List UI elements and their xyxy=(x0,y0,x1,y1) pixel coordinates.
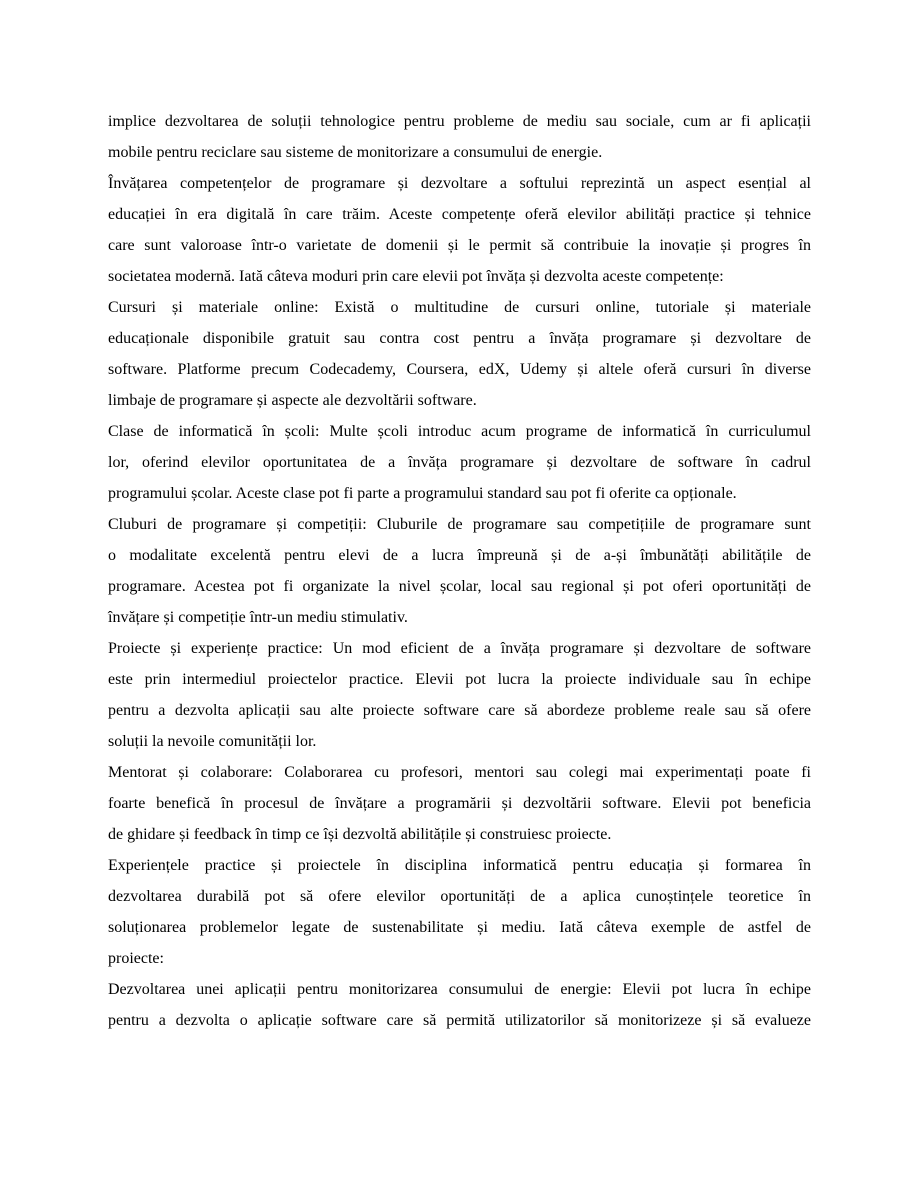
text-line: Cluburi de programare și competiții: Cluburile de programare sau competițiile de programare sunt xyxy=(108,516,811,533)
text-line: mobile pentru reciclare sau sisteme de monitorizare a consumului de energie. xyxy=(108,144,603,161)
text-line: Proiecte și experiențe practice: Un mod eficient de a învăța programare și dezvoltare de software xyxy=(108,640,811,657)
text-line: limbaje de programare și aspecte ale dezvoltării software. xyxy=(108,392,477,409)
paragraph xyxy=(108,509,811,633)
text-line: este prin intermediul proiectelor practice. Elevii pot lucra la proiecte individuale sau în echipe xyxy=(108,671,811,688)
text-line: de ghidare și feedback în timp ce își dezvoltă abilitățile și construiesc proiecte. xyxy=(108,826,612,843)
paragraph xyxy=(108,757,811,850)
text-line: Mentorat și colaborare: Colaborarea cu profesori, mentori sau colegi mai experimentați poate fi xyxy=(108,764,811,781)
text-line: o modalitate excelentă pentru elevi de a lucra împreună și de a-și îmbunătăți abilitățile de xyxy=(108,547,811,564)
paragraph xyxy=(108,974,811,1036)
text-line: dezvoltarea durabilă pot să ofere elevilor oportunități de a aplica cunoștințele teoretice în xyxy=(108,888,811,905)
text-line: societatea modernă. Iată câteva moduri prin care elevii pot învăța și dezvolta aceste competențe: xyxy=(108,268,724,285)
paragraph xyxy=(108,416,811,509)
text-line: pentru a dezvolta aplicații sau alte proiecte software care să abordeze probleme reale sau să ofere xyxy=(108,702,811,719)
document-page xyxy=(108,106,811,1036)
text-line: proiecte: xyxy=(108,950,164,967)
text-line: implice dezvoltarea de soluții tehnologice pentru probleme de mediu sau sociale, cum ar fi aplicații xyxy=(108,113,811,130)
text-line: educaționale disponibile gratuit sau contra cost pentru a învăța programare și dezvoltare de xyxy=(108,330,811,347)
paragraph xyxy=(108,106,811,168)
text-line: care sunt valoroase într-o varietate de domenii și le permit să contribuie la inovație și progres în xyxy=(108,237,811,254)
text-line: Învățarea competențelor de programare și dezvoltare a softului reprezintă un aspect esențial al xyxy=(108,175,811,192)
paragraph xyxy=(108,633,811,757)
text-line: Experiențele practice și proiectele în disciplina informatică pentru educația și formarea în xyxy=(108,857,811,874)
paragraph xyxy=(108,168,811,292)
text-line: Clase de informatică în școli: Multe școli introduc acum programe de informatică în curriculumul xyxy=(108,423,811,440)
text-line: învățare și competiție într-un mediu stimulativ. xyxy=(108,609,408,626)
text-line: Cursuri și materiale online: Există o multitudine de cursuri online, tutoriale și materiale xyxy=(108,299,811,316)
text-line: pentru a dezvolta o aplicație software care să permită utilizatorilor să monitorizeze și să evalueze xyxy=(108,1012,811,1029)
text-line: soluționarea problemelor legate de sustenabilitate și mediu. Iată câteva exemple de astfel de xyxy=(108,919,811,936)
text-line: foarte benefică în procesul de învățare a programării și dezvoltării software. Elevii pot beneficia xyxy=(108,795,811,812)
paragraph xyxy=(108,292,811,416)
text-line: Dezvoltarea unei aplicații pentru monitorizarea consumului de energie: Elevii pot lucra în echipe xyxy=(108,981,811,998)
text-line: programare. Acestea pot fi organizate la nivel școlar, local sau regional și pot oferi oportunități de xyxy=(108,578,811,595)
text-line: lor, oferind elevilor oportunitatea de a învăța programare și dezvoltare de software în cadrul xyxy=(108,454,811,471)
text-line: software. Platforme precum Codecademy, Coursera, edX, Udemy și altele oferă cursuri în diverse xyxy=(108,361,811,378)
text-line: soluții la nevoile comunității lor. xyxy=(108,733,317,750)
paragraph xyxy=(108,850,811,974)
text-line: educației în era digitală în care trăim. Aceste competențe oferă elevilor abilități practice și tehnice xyxy=(108,206,811,223)
text-line: programului școlar. Aceste clase pot fi parte a programului standard sau pot fi oferite ca opționale. xyxy=(108,485,737,502)
